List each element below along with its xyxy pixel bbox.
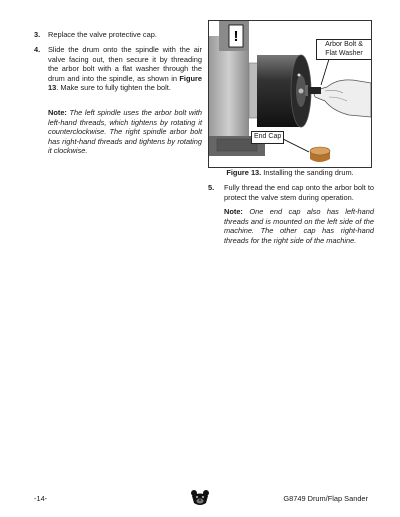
step-4-text [48,45,202,93]
arbor-bolt-callout: Arbor Bolt & Flat Washer [316,39,372,60]
step-5-number: 5. [208,183,215,192]
end-cap-top [310,147,330,155]
figure-reference: Figure 13 [48,73,202,93]
figure-13-image [208,20,372,168]
bear-head-logo-icon [190,489,210,507]
figure-caption-text: Installing the sanding drum. [263,168,354,177]
warning-exclamation: ! [233,28,239,45]
page-number: -14- [34,494,48,503]
spindle-hole [299,89,304,94]
arbor-callout-leader [321,59,329,85]
hand-icon [313,80,371,117]
step-3-text: Replace the valve protective cap. [48,30,157,39]
figure-caption [208,168,372,177]
step-3-number: 3. [34,30,41,39]
end-cap-callout: End Cap [251,131,284,144]
figure-caption-label: Figure 13. [226,168,262,177]
step-4-text-part: . Make sure to fully tighten the bolt. [56,83,171,93]
note-left [48,108,202,156]
step-5-text: Fully thread the end cap onto the arbor bolt to protect the valve stem during operation. [224,183,374,202]
model-name: G8749 Drum/Flap Sander [283,494,368,503]
step-4-text-part: Slide the drum onto the spindle with the air valve facing out, then secure it by threading the arbor bolt with a flat washer through the drum and into the spindle, as shown in [48,45,202,83]
bear-logo-svg [190,489,210,507]
air-valve-icon [298,74,301,77]
note-right-text: One end cap also has left-hand threads and is mounted on the left side of the machine. The other cap has right-hand threads for the right side of the machine. [224,207,375,245]
endcap-callout-leader [281,138,309,152]
step-4-number: 4. [34,45,41,54]
note-left-label: Note: [48,108,67,117]
note-right [224,207,374,245]
arbor-bolt-icon [307,87,321,94]
note-right-label: Note: [224,207,243,216]
note-left-text: The left spindle uses the arbor bolt with left-hand threads, which tightens by rotating it counterclockwise. The right spindle arbor bolt has right-hand threads and tightens by rotating it clockwise. [48,108,202,156]
flat-washer-icon [305,85,308,96]
